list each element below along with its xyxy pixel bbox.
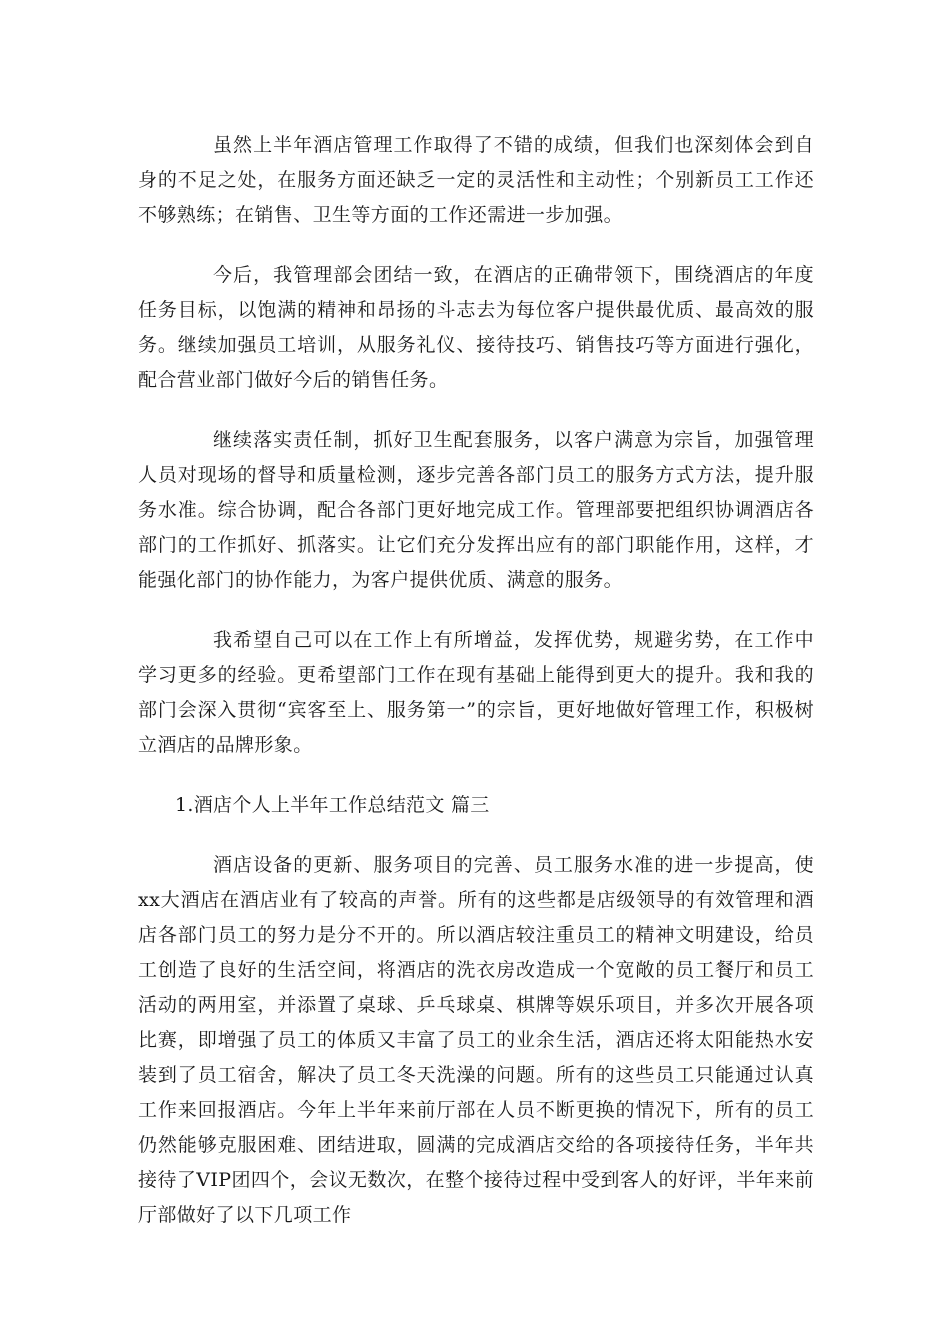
- paragraph-future-plans: 今后，我管理部会团结一致，在酒店的正确带领下，围绕酒店的年度任务目标，以饱满的精神和昂扬的斗志去为每位客户提供最优质、最高效的服务。继续加强员工培训，从服务礼仪、接待技巧、销售技巧等方面进行强化，配合营业部门做好今后的销售任务。: [138, 264, 814, 391]
- paragraph-responsibility: 继续落实责任制，抓好卫生配套服务，以客户满意为宗旨，加强管理人员对现场的督导和质量检测，逐步完善各部门员工的服务方式方法，提升服务水准。综合协调，配合各部门更好地完成工作。管理部要把组织协调酒店各部门的工作抓好、抓落实。让它们充分发挥出应有的部门职能作用，这样，才能强化部门的协作能力，为客户提供优质、满意的服务。: [138, 429, 814, 591]
- section-heading: 1.酒店个人上半年工作总结范文 篇三: [175, 794, 490, 816]
- document-body: [138, 128, 814, 1258]
- paragraph-shortcomings: 虽然上半年酒店管理工作取得了不错的成绩，但我们也深刻体会到自身的不足之处，在服务方面还缺乏一定的灵活性和主动性；个别新员工工作还不够熟练；在销售、卫生等方面的工作还需进一步加强。: [138, 134, 814, 226]
- paragraph-personal-hopes: 我希望自己可以在工作上有所增益，发挥优势，规避劣势，在工作中学习更多的经验。更希望部门工作在现有基础上能得到更大的提升。我和我的部门会深入贯彻“宾客至上、服务第一”的宗旨，更好地做好管理工作，积极树立酒店的品牌形象。: [138, 629, 814, 756]
- paragraph-hotel-improvements: 酒店设备的更新、服务项目的完善、员工服务水准的进一步提高，使xx大酒店在酒店业有了较高的声誉。所有的这些都是店级领导的有效管理和酒店各部门员工的努力是分不开的。所以酒店较注重员工的精神文明建设，给员工创造了良好的生活空间，将酒店的洗衣房改造成一个宽敞的员工餐厅和员工活动的两用室，并添置了桌球、乒乓球桌、棋牌等娱乐项目，并多次开展各项比赛，即增强了员工的体质又丰富了员工的业余生活，酒店还将太阳能热水安装到了员工宿舍，解决了员工冬天洗澡的问题。所有的这些员工只能通过认真工作来回报酒店。今年上半年来前厅部在人员不断更换的情况下，所有的员工仍然能够克服困难、团结进取，圆满的完成酒店交给的各项接待任务，半年共接待了VIP团四个，会议无数次，在整个接待过程中受到客人的好评，半年来前厅部做好了以下几项工作: [138, 854, 814, 1226]
